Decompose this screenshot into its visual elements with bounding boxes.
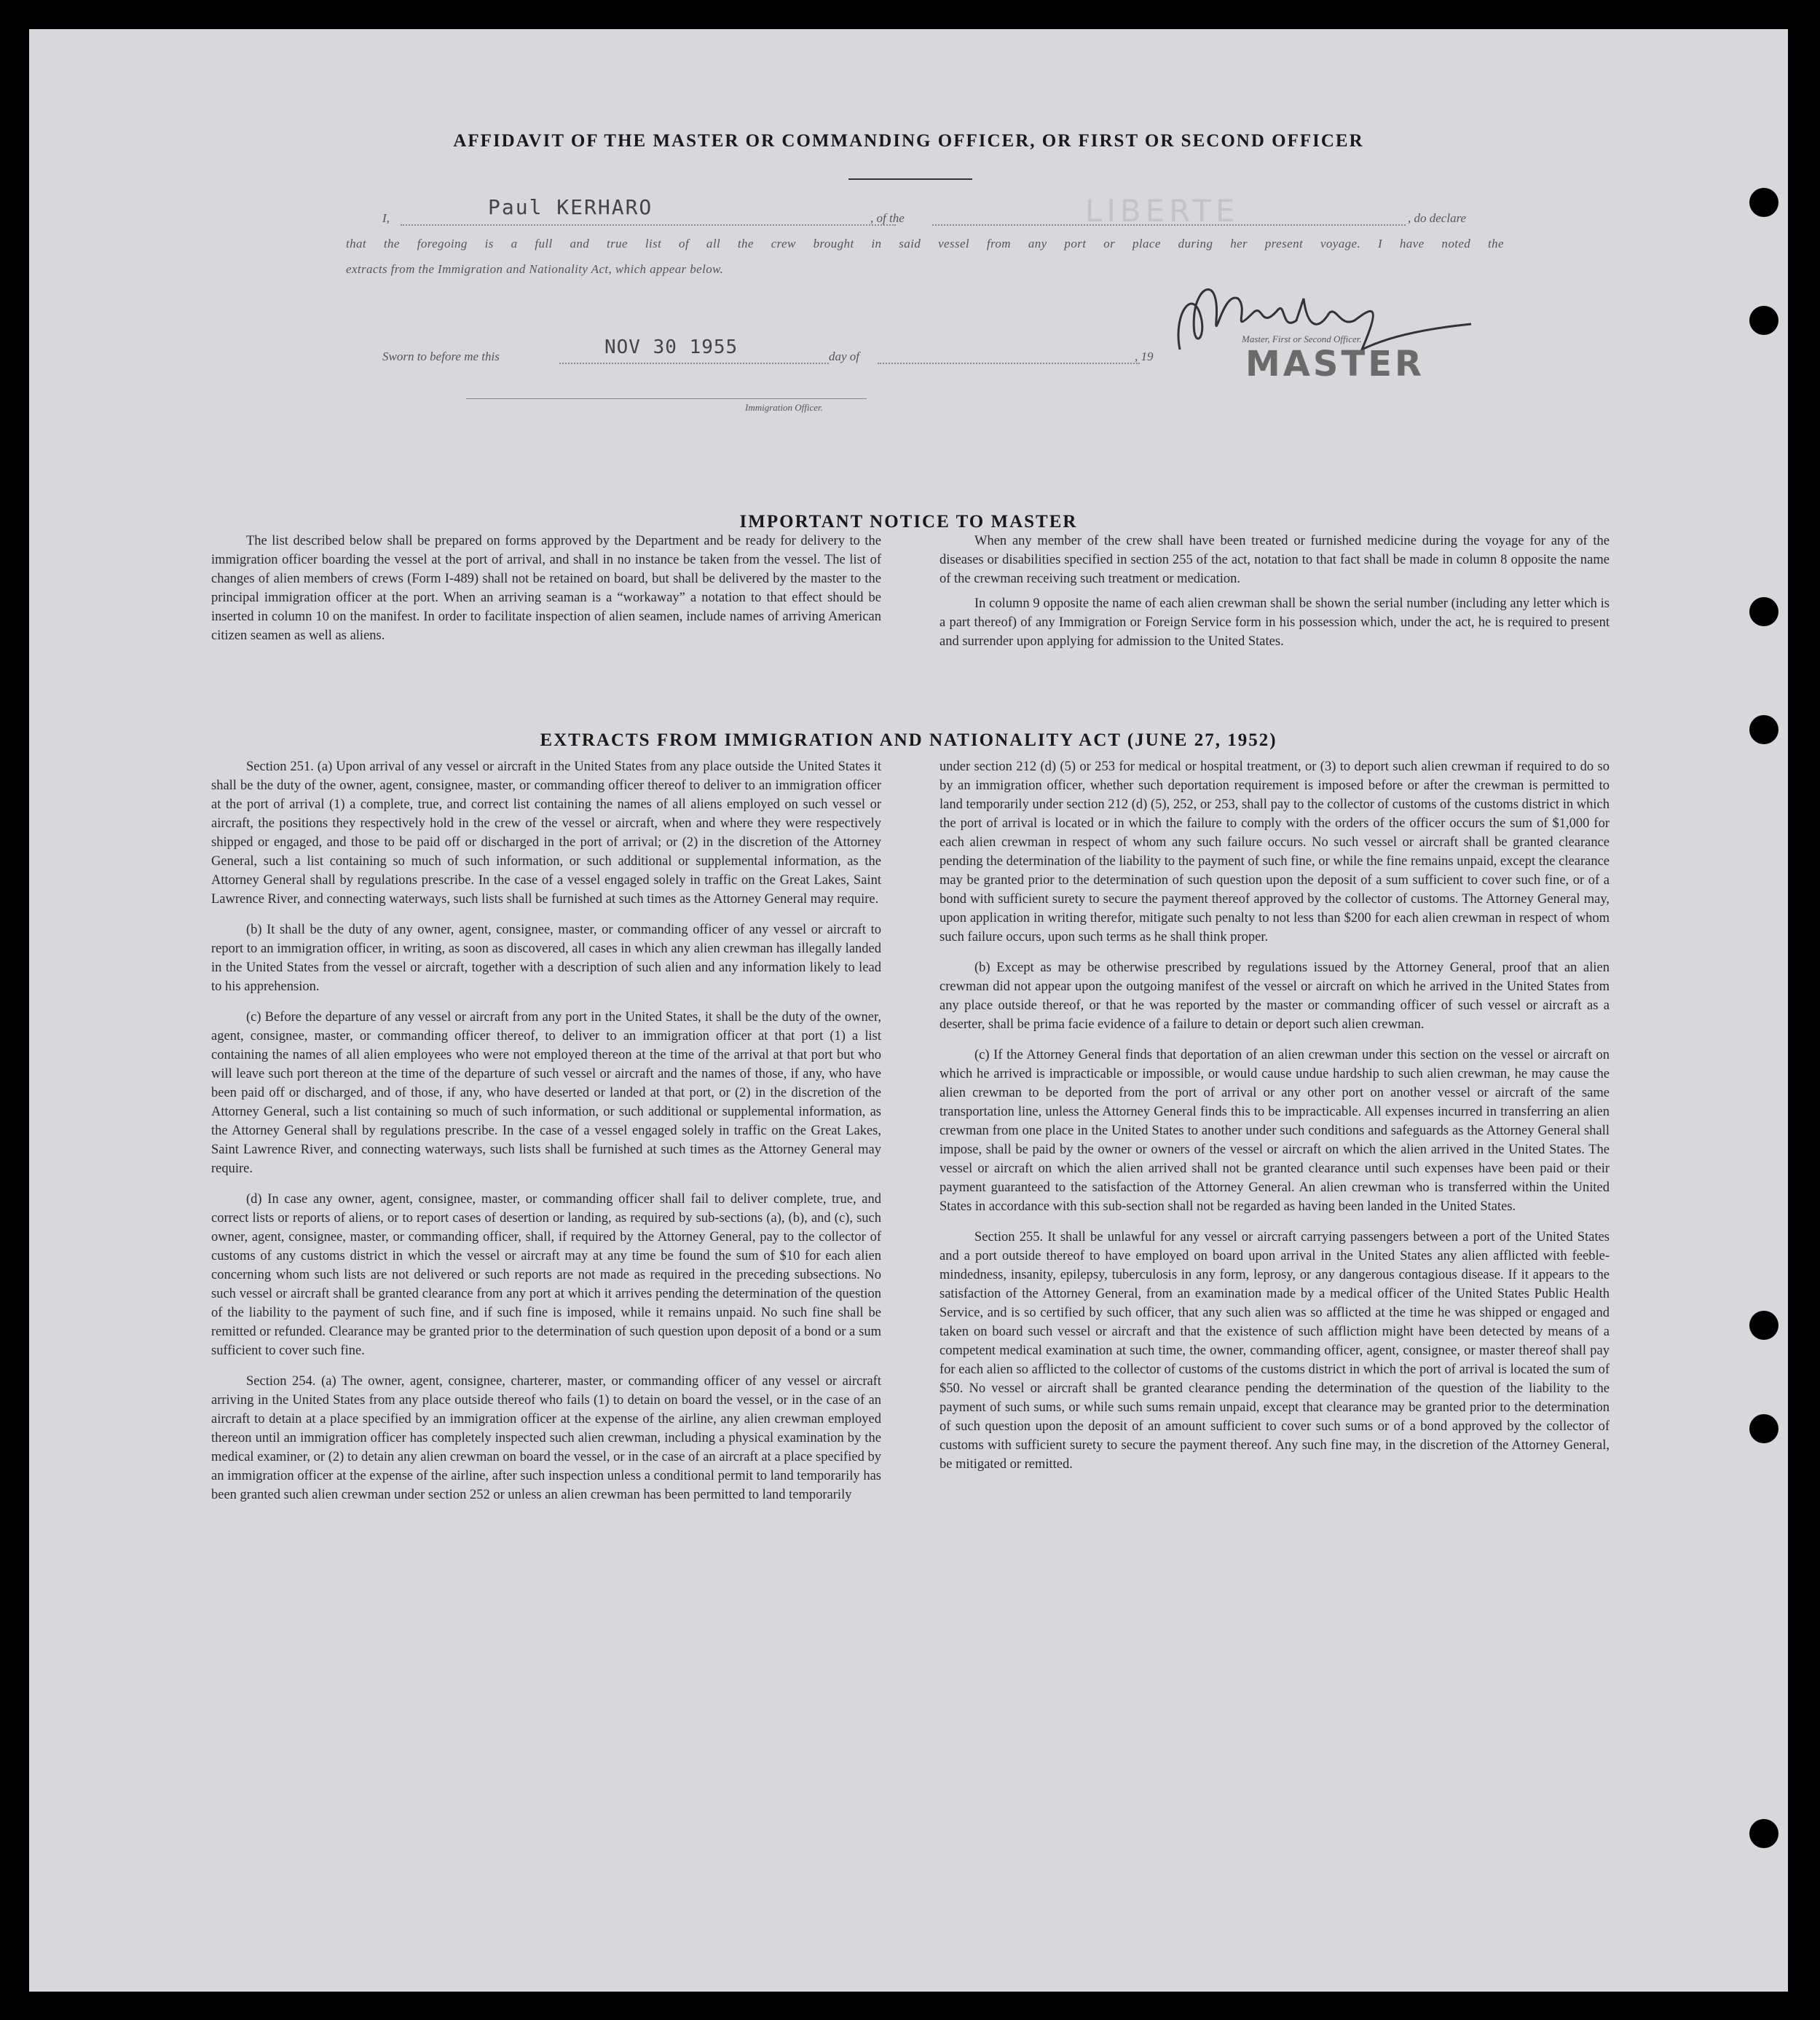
document-page: [29, 29, 1788, 1992]
binder-hole: [1749, 597, 1778, 626]
binder-hole: [1749, 306, 1778, 335]
extracts-right-column: [939, 757, 1610, 1486]
notice-left-column: [211, 532, 881, 651]
sworn-date-line: [559, 363, 829, 364]
day-of-label: day of: [829, 350, 860, 363]
section-254-a-continued: under section 212 (d) (5) or 253 for medical or hospital treatment, or (3) to deport such alien crewman if required to do so by an immigration officer, whether such deportation requirement is imposed before or after the crewman is permitted to land temporarily under section 212 (d) (5), 252, or 253, shall pay to the collector of customs of the customs district in which the port of arrival is located or in which the failure to comply with the orders of the officer occurs the sum of $1,000 for each alien crewman in respect of whom any such failure occurs. No such vessel or aircraft shall be granted clearance pending the determination of the liability to the payment of such fine, or while the fine remains unpaid, except the clearance may be granted prior to the determination of such question upon the deposit of a sum sufficient to cover such fine, or of a bond with sufficient surety to secure the payment thereof approved by the collector of customs. The Attorney General may, upon application in writing therefor, mitigate such penalty to not less than $200 for each alien crewman in respect of whom such failure occurs, upon such terms as he shall think proper.: [939, 760, 1610, 944]
extracts-title: EXTRACTS FROM IMMIGRATION AND NATIONALITY ACT (JUNE 27, 1952): [540, 730, 1277, 750]
affidavit-title: AFFIDAVIT OF THE MASTER OR COMMANDING OFFICER, OR FIRST OR SECOND OFFICER: [453, 131, 1364, 151]
immigration-officer-label: Immigration Officer.: [745, 402, 823, 413]
section-254-b: (b) Except as may be otherwise prescribed by regulations issued by the Attorney General, proof that an alien crewman did not appear upon the outgoing manifest of the vessel or aircraft on which he arrived in the United States from any place outside thereof, or that he was reported by the master or commanding officer of such vessel or aircraft as a deserter, shall be prima facie evidence of a failure to detain or deport such alien crewman.: [939, 960, 1610, 1032]
vessel-name: LIBERTE: [1085, 193, 1240, 229]
sworn-date: NOV 30 1955: [604, 336, 738, 358]
binder-hole: [1749, 715, 1778, 744]
section-254-c: (c) If the Attorney General finds that deportation of an alien crewman under this section on the vessel or aircraft on which he arrived is impracticable or impossible, or would cause undue hardship to such alien crewman, he may cause the alien crewman to be deported from the port of arrival or any other port on another vessel or aircraft of the same transportation line, unless the Attorney General finds this to be impracticable. All expenses incurred in transferring an alien crewman from one place in the United States to another under such conditions and safeguards as the Attorney General shall impose, shall be paid by the owner or owners of the vessel or aircraft on which the alien arrived in the United States. The vessel or aircraft on which the alien arrived shall not be granted clearance until such expenses have been paid or their payment guaranteed to the satisfaction of the Attorney General. An alien crewman who is transferred within the United States in accordance with this sub-section shall not be regarded as having been landed in the United States.: [939, 1048, 1610, 1214]
section-251-a: Section 251. (a) Upon arrival of any vessel or aircraft in the United States from any place outside the United States it shall be the duty of the owner, agent, consignee, master, or commanding officer thereof to deliver to an immigration officer at the port of arrival (1) a complete, true, and correct list containing the names of all aliens employed on such vessel or aircraft, the positions they respectively hold in the crew of the vessel or aircraft, when and where they were respectively shipped or engaged, and those to be paid off or discharged in the port of arrival; or (2) in the discretion of the Attorney General, such a list containing so much of such information, or such additional or supplemental information, as the Attorney General shall by regulations prescribe. In the case of a vessel engaged solely in traffic on the Great Lakes, Saint Lawrence River, and connecting waterways, such lists shall be furnished at such times as the Attorney General may require.: [211, 760, 881, 907]
notice-right-paragraph-1: When any member of the crew shall have been treated or furnished medicine during the voyage for any of the diseases or disabilities specified in section 255 of the act, notation to that fact shall be made in column 8 opposite the name of the crewman receiving such treatment or medication.: [939, 534, 1610, 586]
section-251-b: (b) It shall be the duty of any owner, agent, consignee, master, or commanding officer of any vessel or aircraft to report to an immigration officer, in writing, as soon as discovered, all cases in which any alien crewman has illegally landed in the United States from the vessel or aircraft, together with a description of such alien and any information likely to lead to his apprehension.: [211, 923, 881, 994]
declaration-text-1: that the foregoing is a full and true list of all the crew brought in said vessel from any port or place during her present voyage. I have noted the: [346, 237, 1504, 250]
sworn-label: Sworn to before me this: [382, 350, 500, 363]
officer-caption: Master, First or Second Officer.: [1242, 334, 1362, 344]
i-label: I,: [382, 211, 390, 225]
extracts-left-column: [211, 757, 881, 1516]
notice-right-column: [939, 532, 1610, 657]
binder-hole: [1749, 1819, 1778, 1848]
section-251-d: (d) In case any owner, agent, consignee, master, or commanding officer shall fail to deliver complete, true, and correct lists or reports of aliens, or to report cases of desertion or landing, as required by sub-sections (a), (b), and (c), such owner, agent, consignee, master, or commanding officer, shall, if required by the Attorney General, pay to the collector of customs of any customs district in which the vessel or aircraft may at any time be found the sum of $10 for each alien concerning whom such lists are not delivered or such reports are not made as required in the preceding subsections. No such vessel or aircraft shall be granted clearance from any port at which it arrives pending the determination of the question of the liability to the payment of such fine, and if such fine is imposed, while it remains unpaid. No such fine shall be remitted or refunded. Clearance may be granted prior to the determination of such question upon deposit of a bond or a sum sufficient to cover such fine.: [211, 1192, 881, 1358]
name-line: [401, 224, 896, 226]
master-stamp: MASTER: [1245, 344, 1425, 384]
binder-hole: [1749, 1311, 1778, 1340]
notice-left-paragraph: The list described below shall be prepared on forms approved by the Department and be ready for delivery to the immigration officer boarding the vessel at the port of arrival, and shall in no instance be taken from the vessel. The list of changes of alien members of crews (Form I-489) shall not be retained on board, but shall be delivered by the master to the principal immigration officer at the port. When an arriving seaman is a “workaway” a notation to that effect should be inserted in column 10 on the manifest. In order to facilitate inspection of alien seamen, include names of arriving American citizen seamen as well as aliens.: [211, 534, 881, 643]
binder-hole: [1749, 1414, 1778, 1443]
of-the-label: , of the: [870, 211, 905, 225]
master-name: Paul KERHARO: [488, 195, 653, 219]
immigration-officer-line: [466, 398, 867, 399]
notice-title: IMPORTANT NOTICE TO MASTER: [739, 512, 1078, 532]
do-declare-label: , do declare: [1408, 211, 1467, 225]
title-rule: [848, 178, 972, 180]
month-line: [878, 363, 1140, 364]
declaration-text-2: extracts from the Immigration and Nationality Act, which appear below.: [346, 262, 724, 276]
year-label: , 19: [1135, 350, 1154, 363]
section-254-a: Section 254. (a) The owner, agent, consignee, charterer, master, or commanding officer of any vessel or aircraft arriving in the United States from any place outside thereof who fails (1) to detain on board the vessel, or in the case of an aircraft to detain at a place specified by an immigration officer at the expense of the airline, any alien crewman employed thereon until an immigration officer has completely inspected such alien crewman, including a physical examination by the medical examiner, or (2) to detain any alien crewman on board the vessel, or in the case of an aircraft at a place specified by an immigration officer at the expense of the airline, after such inspection unless a conditional permit to land temporarily has been granted such alien crewman under section 252 or unless an alien crewman has been permitted to land temporarily: [211, 1374, 881, 1502]
section-251-c: (c) Before the departure of any vessel or aircraft from any port in the United States, it shall be the duty of the owner, agent, consignee, master, or commanding officer thereof, to deliver to an immigration officer at that port (1) a list containing the names of all alien employees who were not employed thereon at the time of the arrival at that port but who will leave such port thereon at the time of the departure of such vessel or aircraft and the names of those, if any, who have been paid off or discharged, and of those, if any, who have deserted or landed at that port, or (2) in the discretion of the Attorney General, such a list containing so much of such information, or such additional or supplemental information, as the Attorney General shall by regulations prescribe. In the case of a vessel engaged solely in traffic on the Great Lakes, Saint Lawrence River, and connecting waterways, such lists shall be furnished at such times as the Attorney General may require.: [211, 1010, 881, 1176]
binder-hole: [1749, 188, 1778, 217]
section-255: Section 255. It shall be unlawful for any vessel or aircraft carrying passengers between a port of the United States and a port outside thereof to have employed on board upon arrival in the United States any alien afflicted with feeble-mindedness, insanity, epilepsy, tuberculosis in any form, leprosy, or any dangerous contagious disease. If it appears to the satisfaction of the Attorney General, from an examination made by a medical officer of the United States Public Health Service, and is so certified by such officer, that any such alien was so afflicted at the time he was shipped or engaged and taken on board such vessel or aircraft and that the existence of such affliction might have been detected by means of a competent medical examination at such time, the owner, commanding officer, agent, consignee, or master thereof shall pay for each alien so afflicted to the collector of customs of the customs district in which the port of arrival is located the sum of $50. No vessel or aircraft shall be granted clearance pending the determination of the question of the liability to the payment of such sums, or while such sums remain unpaid, except that clearance may be granted prior to the determination of such question upon the deposit of an amount sufficient to cover such sums or of a bond approved by the collector of customs with sufficient surety to secure the payment thereof. Any such fine may, in the discretion of the Attorney General, be mitigated or remitted.: [939, 1230, 1610, 1472]
notice-right-paragraph-2: In column 9 opposite the name of each alien crewman shall be shown the serial number (including any letter which is a part thereof) of any Immigration or Foreign Service form in his possession which, under the act, he is required to present and surrender upon applying for admission to the United States.: [939, 596, 1610, 649]
